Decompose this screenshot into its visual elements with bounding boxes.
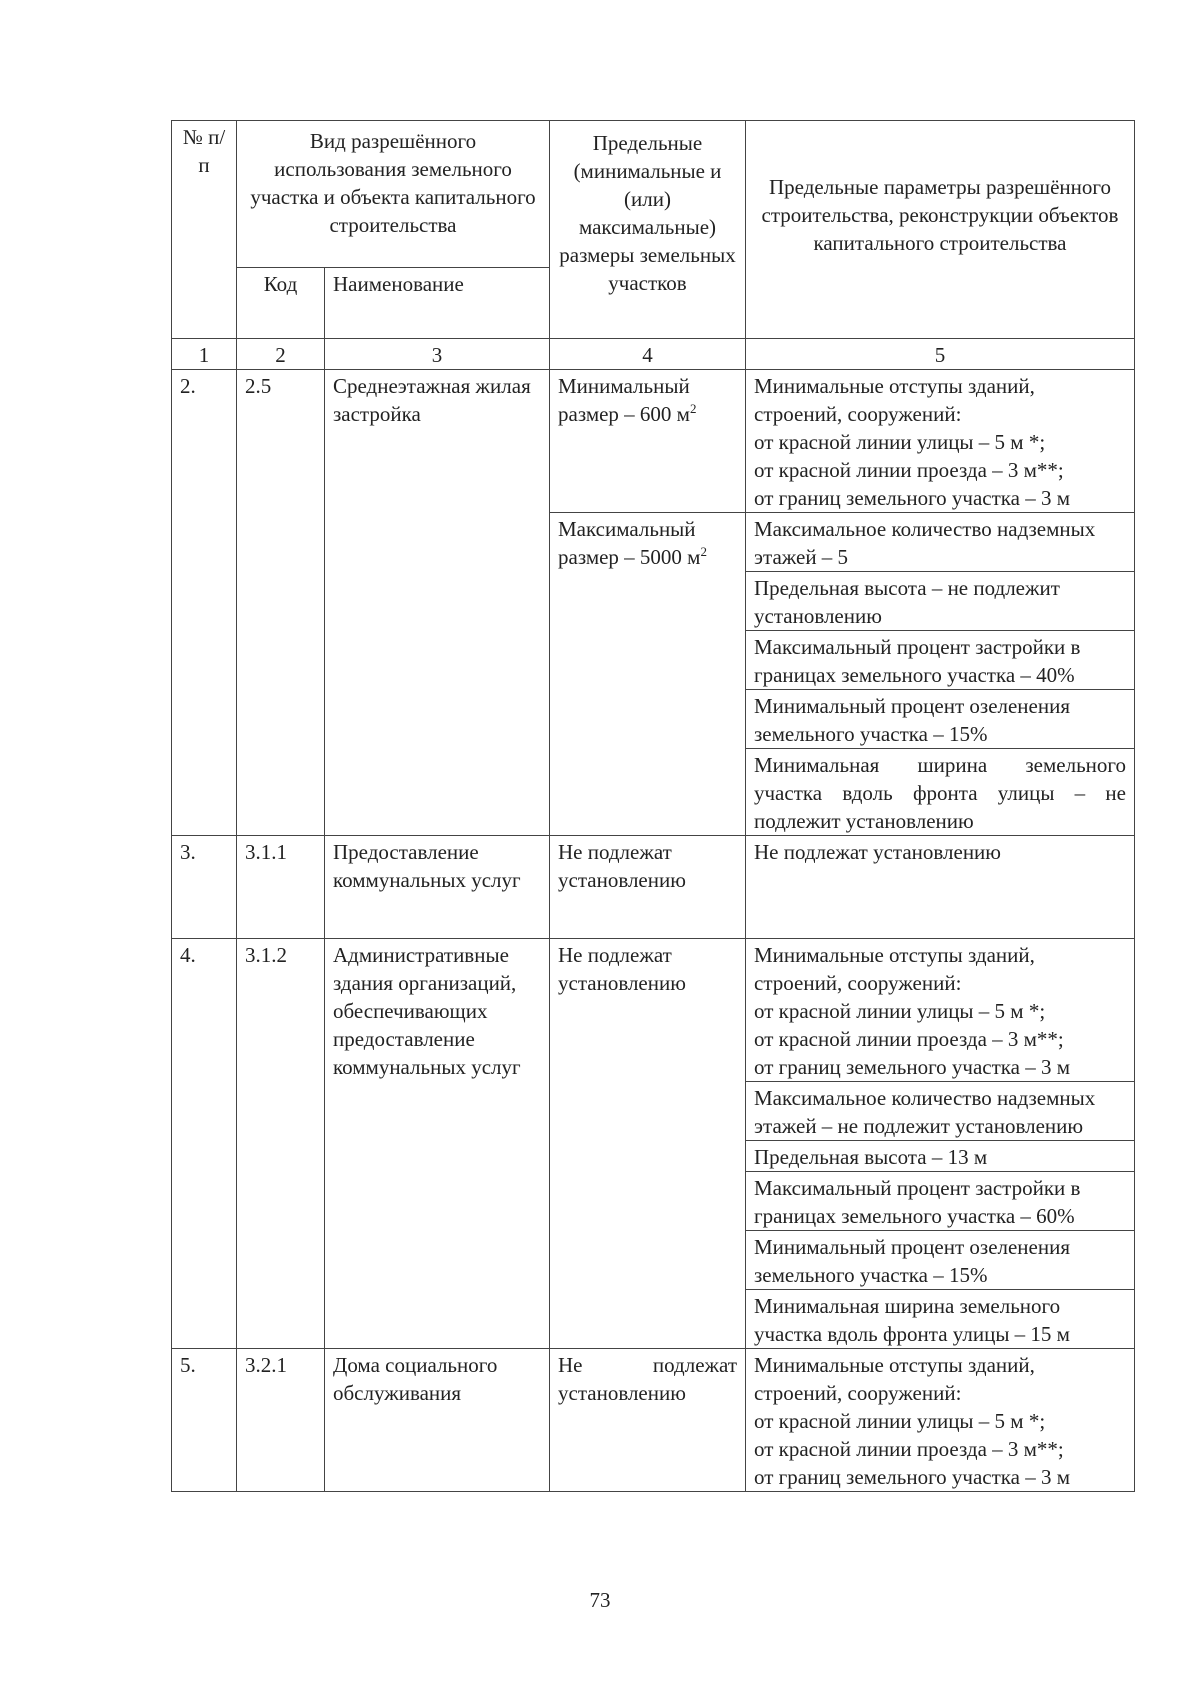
row-code: 2.5 (237, 370, 325, 836)
param-line: от красной линии улицы – 5 м *; (754, 1409, 1046, 1433)
row-name: Предоставление коммунальных услуг (325, 836, 550, 939)
row-param: Максимальное количество надземных этажей – 5 (746, 513, 1135, 572)
param-line: от красной линии улицы – 5 м *; (754, 430, 1046, 454)
row-params-cell (746, 1349, 1135, 1492)
superscript: 2 (700, 544, 707, 559)
row-param: Не подлежат установлению (746, 836, 1135, 939)
table-row (172, 1349, 1135, 1492)
row-code: 3.1.1 (237, 836, 325, 939)
header-name: Наименование (325, 268, 550, 339)
table-row (172, 370, 1135, 513)
header-num: № п/п (172, 121, 237, 339)
row-number: 4. (172, 939, 237, 1349)
param-line: от красной линии проезда – 3 м**; (754, 1437, 1064, 1461)
row-name: Дома социального обслуживания (325, 1349, 550, 1492)
row-max-size (550, 513, 746, 836)
table-row (172, 836, 1135, 939)
row-param: Предельная высота – не подлежит установлению (746, 572, 1135, 631)
param-line: от красной линии улицы – 5 м *; (754, 999, 1046, 1023)
row-name: Среднеэтажная жилая застройка (325, 370, 550, 836)
row-name: Административные здания организаций, обеспечивающих предоставление коммунальных услуг (325, 939, 550, 1349)
row-size: Не подлежат установлению (550, 939, 746, 1349)
header-row (172, 121, 1135, 268)
table-row (172, 939, 1135, 1082)
row-param: Минимальная ширина земельного участка вдоль фронта улицы – не подлежит установлению (746, 749, 1135, 836)
row-param: Максимальный процент застройки в границах земельного участка – 60% (746, 1172, 1135, 1231)
land-use-table (171, 120, 1135, 1492)
param-line: Минимальные отступы зданий, строений, сооружений: (754, 943, 1035, 995)
param-line: Минимальные отступы зданий, строений, сооружений: (754, 1353, 1035, 1405)
row-param: Минимальный процент озеленения земельного участка – 15% (746, 690, 1135, 749)
col-number: 4 (550, 339, 746, 370)
row-min-size (550, 370, 746, 513)
param-line: от красной линии проезда – 3 м**; (754, 458, 1064, 482)
header-params: Предельные параметры разрешённого строительства, реконструкции объектов капитального строительства (746, 121, 1135, 339)
col-number: 1 (172, 339, 237, 370)
row-param: Максимальный процент застройки в границах земельного участка – 40% (746, 631, 1135, 690)
row-param: Максимальное количество надземных этажей – не подлежит установлению (746, 1082, 1135, 1141)
param-line: от границ земельного участка – 3 м (754, 1465, 1071, 1489)
row-number: 3. (172, 836, 237, 939)
col-number: 2 (237, 339, 325, 370)
param-line: от границ земельного участка – 3 м (754, 1055, 1071, 1079)
row-code: 3.2.1 (237, 1349, 325, 1492)
param-line: от границ земельного участка – 3 м (754, 486, 1071, 510)
page-number: 73 (589, 1588, 611, 1612)
row-params-cell (746, 370, 1135, 513)
row-param: Минимальный процент озеленения земельного участка – 15% (746, 1231, 1135, 1290)
row-params-cell (746, 939, 1135, 1082)
superscript: 2 (689, 401, 697, 416)
row-param: Предельная высота – 13 м (746, 1141, 1135, 1172)
col-number: 5 (746, 339, 1135, 370)
header-sizes: Предельные (минимальные и (или) максимальные) размеры земельных участков (550, 121, 746, 339)
header-group: Вид разрешённого использования земельного участка и объекта капитального строительства (237, 121, 550, 268)
row-number: 5. (172, 1349, 237, 1492)
column-numbers-row (172, 339, 1135, 370)
col-number: 3 (325, 339, 550, 370)
row-size: Не подлежат установлению (550, 836, 746, 939)
row-code: 3.1.2 (237, 939, 325, 1349)
row-param: Минимальная ширина земельного участка вдоль фронта улицы – 15 м (746, 1290, 1135, 1349)
min-size-text: Минимальный размер – 600 м (558, 374, 690, 426)
row-size: Не подлежат установлению (550, 1349, 746, 1492)
param-line: Минимальные отступы зданий, строений, сооружений: (754, 374, 1035, 426)
param-line: от красной линии проезда – 3 м**; (754, 1027, 1064, 1051)
max-size-text: Максимальный размер – 5000 м (558, 517, 701, 569)
header-code: Код (237, 268, 325, 339)
row-number: 2. (172, 370, 237, 836)
